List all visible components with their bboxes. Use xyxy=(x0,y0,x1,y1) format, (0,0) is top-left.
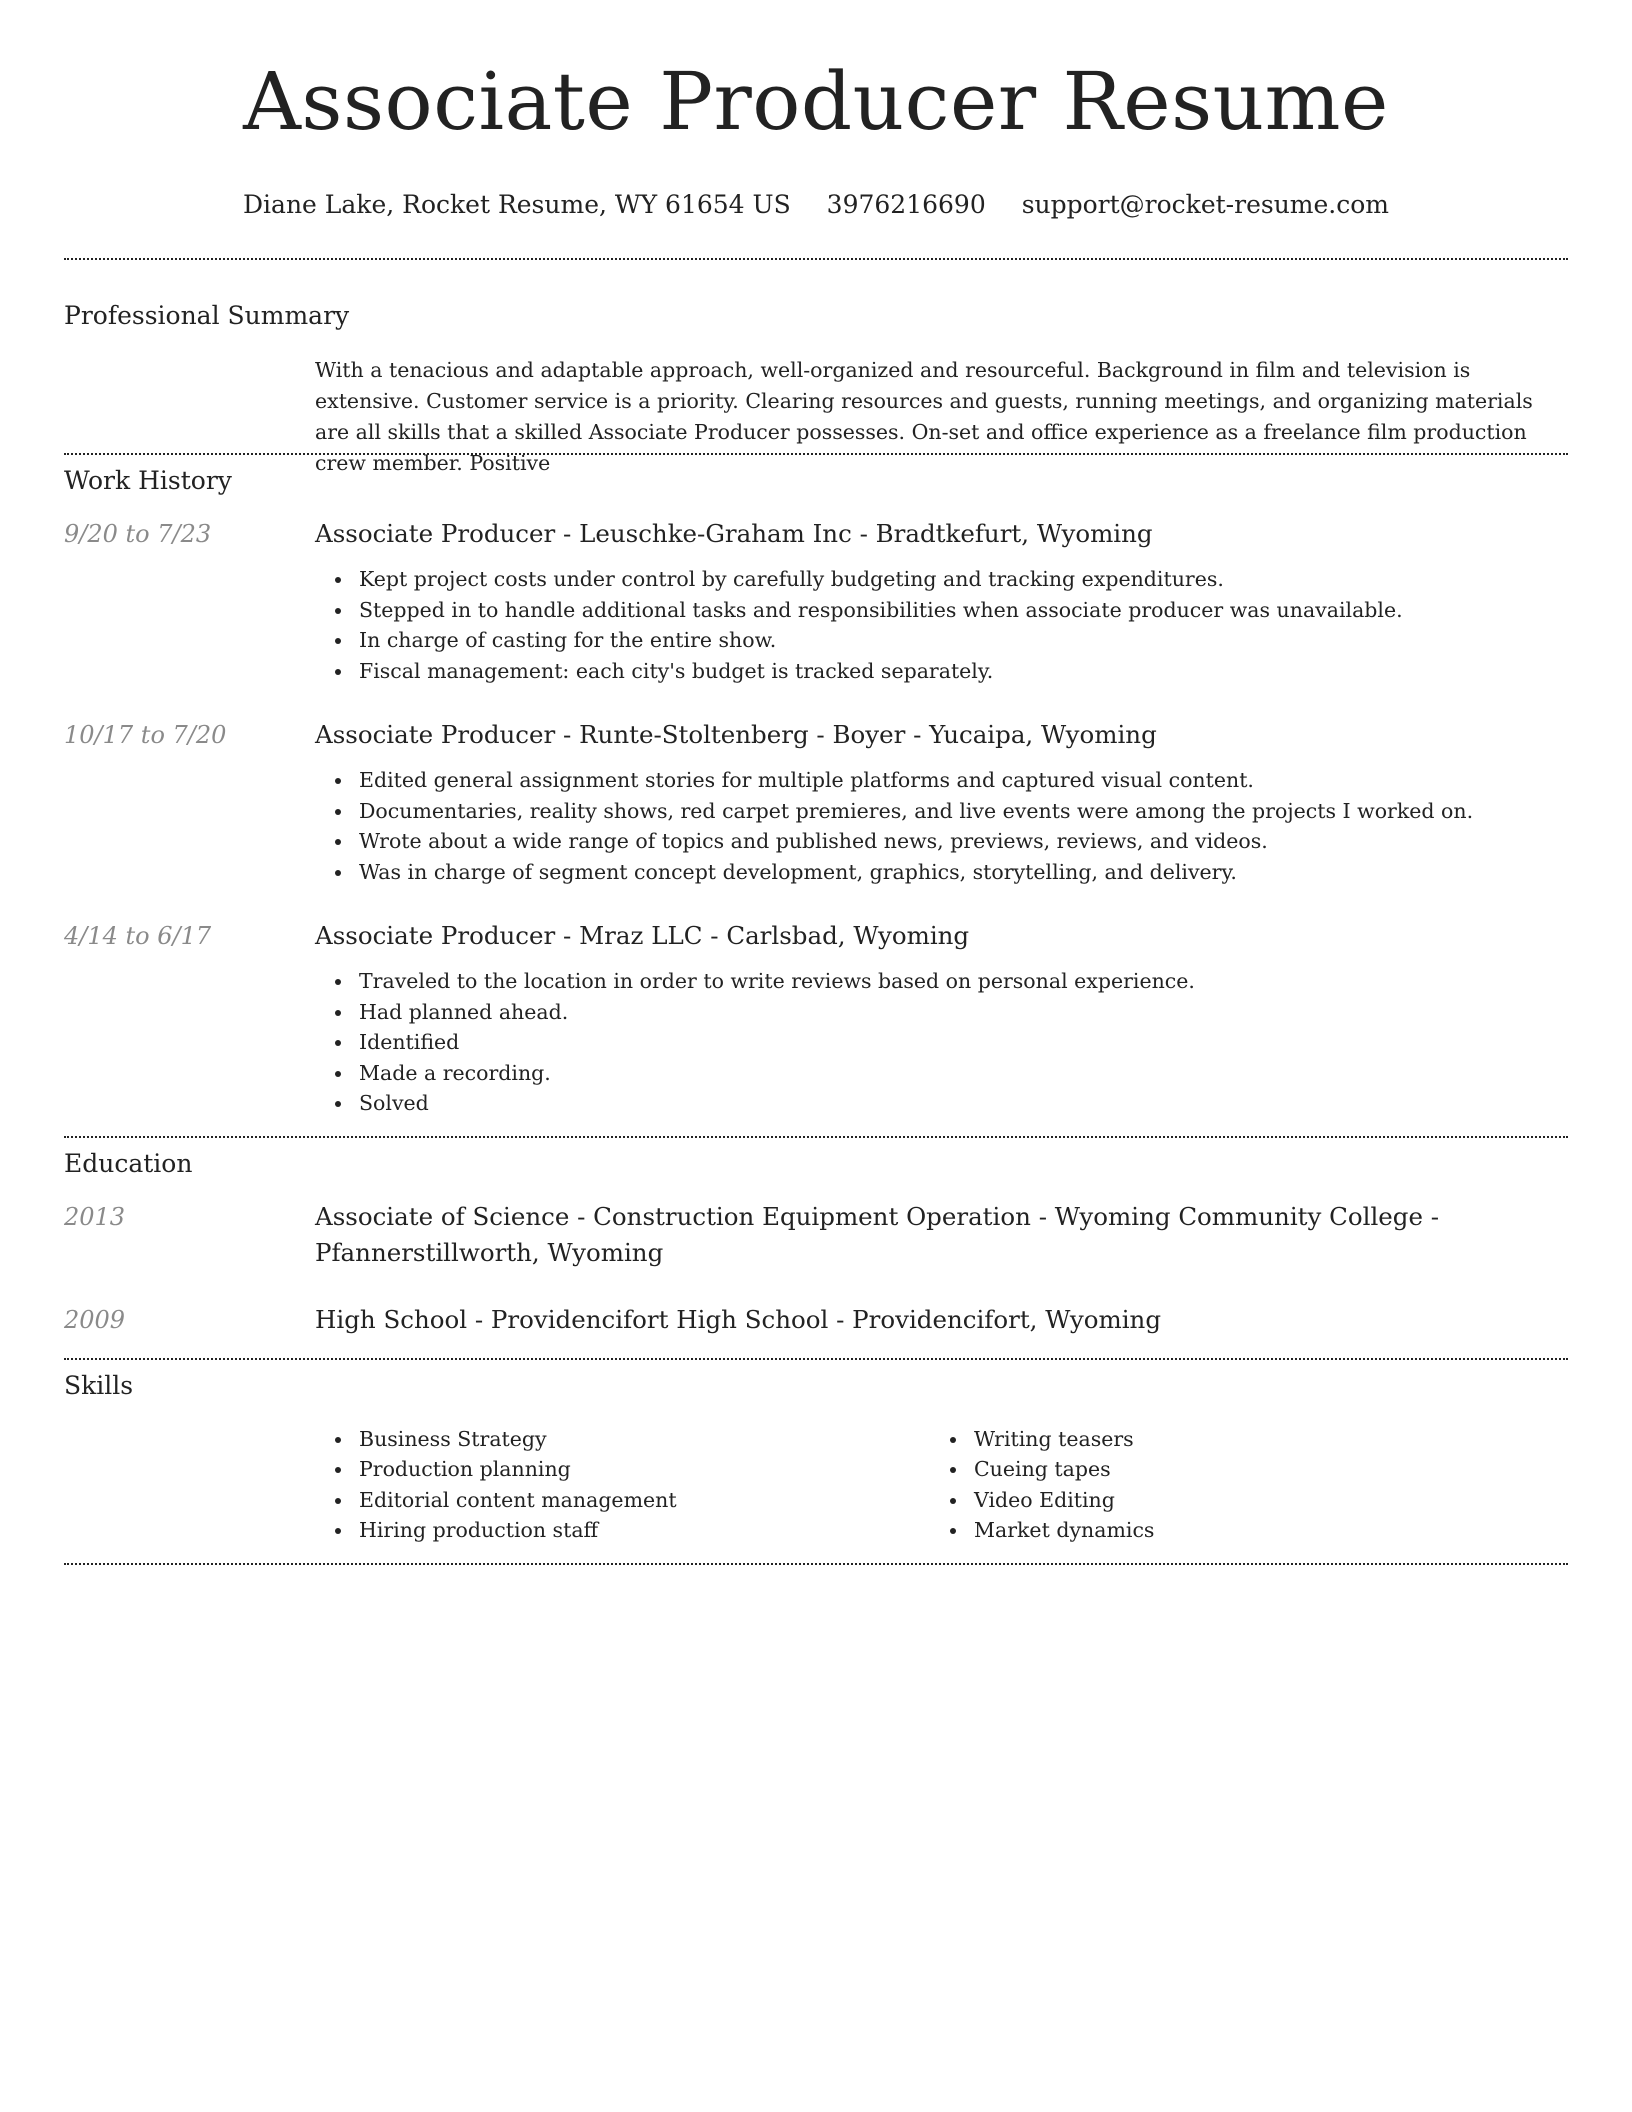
summary-text: With a tenacious and adaptable approach, well-organized and resourceful. Background in film and television is extensive. Customer service is a priority. Clearing resources and guests, running meetings, and organizing materials are all skills that a skilled Associate Producer possesses. On-set and office experience as a freelance film production crew member. Positive xyxy=(315,358,1533,475)
divider xyxy=(64,1358,1568,1360)
list-item: Documentaries, reality shows, red carpet premieres, and live events were among the projects I worked on. xyxy=(315,796,1568,827)
skills-columns xyxy=(315,1424,1568,1546)
resume-page xyxy=(64,0,1568,1565)
list-item: Solved xyxy=(315,1088,1568,1119)
contact-address: Diane Lake, Rocket Resume, WY 61654 US xyxy=(243,190,791,219)
contact-line xyxy=(64,190,1568,220)
education-title-line xyxy=(315,1302,1568,1338)
divider xyxy=(64,1136,1568,1138)
list-item: In charge of casting for the entire show. xyxy=(315,625,1568,656)
job-details: - Runte-Stoltenberg - Boyer - Yucaipa, Wyoming xyxy=(555,720,1157,749)
job-title: Associate Producer xyxy=(315,720,556,749)
work-history-heading: Work History xyxy=(64,466,232,495)
education-degree: Associate of Science - Construction Equipment Operation xyxy=(315,1201,1031,1231)
education-title-line xyxy=(315,1199,1568,1271)
job-details: - Leuschke-Graham Inc - Bradtkefurt, Wyoming xyxy=(555,519,1153,548)
divider xyxy=(64,453,1568,455)
job-entry xyxy=(64,918,1568,1119)
education-details-cont: Pfannerstillworth, Wyoming xyxy=(315,1237,664,1267)
list-item: Traveled to the location in order to write reviews based on personal experience. xyxy=(315,966,1568,997)
job-title-line xyxy=(315,717,1568,753)
skills-heading: Skills xyxy=(64,1370,134,1400)
job-title: Associate Producer xyxy=(315,921,556,950)
list-item: Stepped in to handle additional tasks and responsibilities when associate producer was unavailable. xyxy=(315,595,1568,626)
education-details: - Wyoming Community College - xyxy=(1030,1201,1440,1231)
skill-item: Hiring production staff xyxy=(315,1515,930,1546)
job-dates: 10/17 to 7/20 xyxy=(64,721,227,749)
education-entry xyxy=(64,1302,1568,1338)
skill-item: Writing teasers xyxy=(930,1424,1545,1455)
list-item: Had planned ahead. xyxy=(315,997,1568,1028)
resume-title: Associate Producer Resume xyxy=(243,55,1389,148)
contact-phone: 3976216690 xyxy=(826,190,986,219)
skill-item: Business Strategy xyxy=(315,1424,930,1455)
education-year: 2009 xyxy=(64,1305,126,1334)
job-bullets xyxy=(315,765,1568,887)
list-item: Was in charge of segment concept development, graphics, storytelling, and delivery. xyxy=(315,857,1568,888)
job-title: Associate Producer xyxy=(315,519,556,548)
skill-item: Video Editing xyxy=(930,1485,1545,1516)
education-year: 2013 xyxy=(64,1202,126,1231)
education-entry xyxy=(64,1199,1568,1271)
divider xyxy=(64,1563,1568,1565)
contact-email: support@rocket-resume.com xyxy=(1021,190,1389,219)
skill-item: Editorial content management xyxy=(315,1485,930,1516)
education-degree: High School xyxy=(315,1304,468,1334)
skill-item: Cueing tapes xyxy=(930,1454,1545,1485)
list-item: Made a recording. xyxy=(315,1058,1568,1089)
skill-item: Market dynamics xyxy=(930,1515,1545,1546)
job-dates: 4/14 to 6/17 xyxy=(64,922,212,950)
job-details: - Mraz LLC - Carlsbad, Wyoming xyxy=(555,921,970,950)
skills-column-left xyxy=(315,1424,930,1546)
list-item: Edited general assignment stories for multiple platforms and captured visual content. xyxy=(315,765,1568,796)
job-bullets xyxy=(315,966,1568,1119)
list-item: Fiscal management: each city's budget is tracked separately. xyxy=(315,656,1568,687)
skill-item: Production planning xyxy=(315,1454,930,1485)
job-title-line xyxy=(315,516,1568,552)
list-item: Wrote about a wide range of topics and published news, previews, reviews, and videos. xyxy=(315,826,1568,857)
job-entry xyxy=(64,516,1568,686)
job-dates: 9/20 to 7/23 xyxy=(64,520,212,548)
job-title-line xyxy=(315,918,1568,954)
summary-heading: Professional Summary xyxy=(64,301,350,330)
divider xyxy=(64,258,1568,260)
list-item: Identified xyxy=(315,1027,1568,1058)
education-details: - Providencifort High School - Providencifort, Wyoming xyxy=(467,1304,1162,1334)
list-item: Kept project costs under control by carefully budgeting and tracking expenditures. xyxy=(315,564,1568,595)
education-heading: Education xyxy=(64,1148,193,1178)
job-entry xyxy=(64,717,1568,887)
skills-column-right xyxy=(930,1424,1545,1546)
job-bullets xyxy=(315,564,1568,686)
